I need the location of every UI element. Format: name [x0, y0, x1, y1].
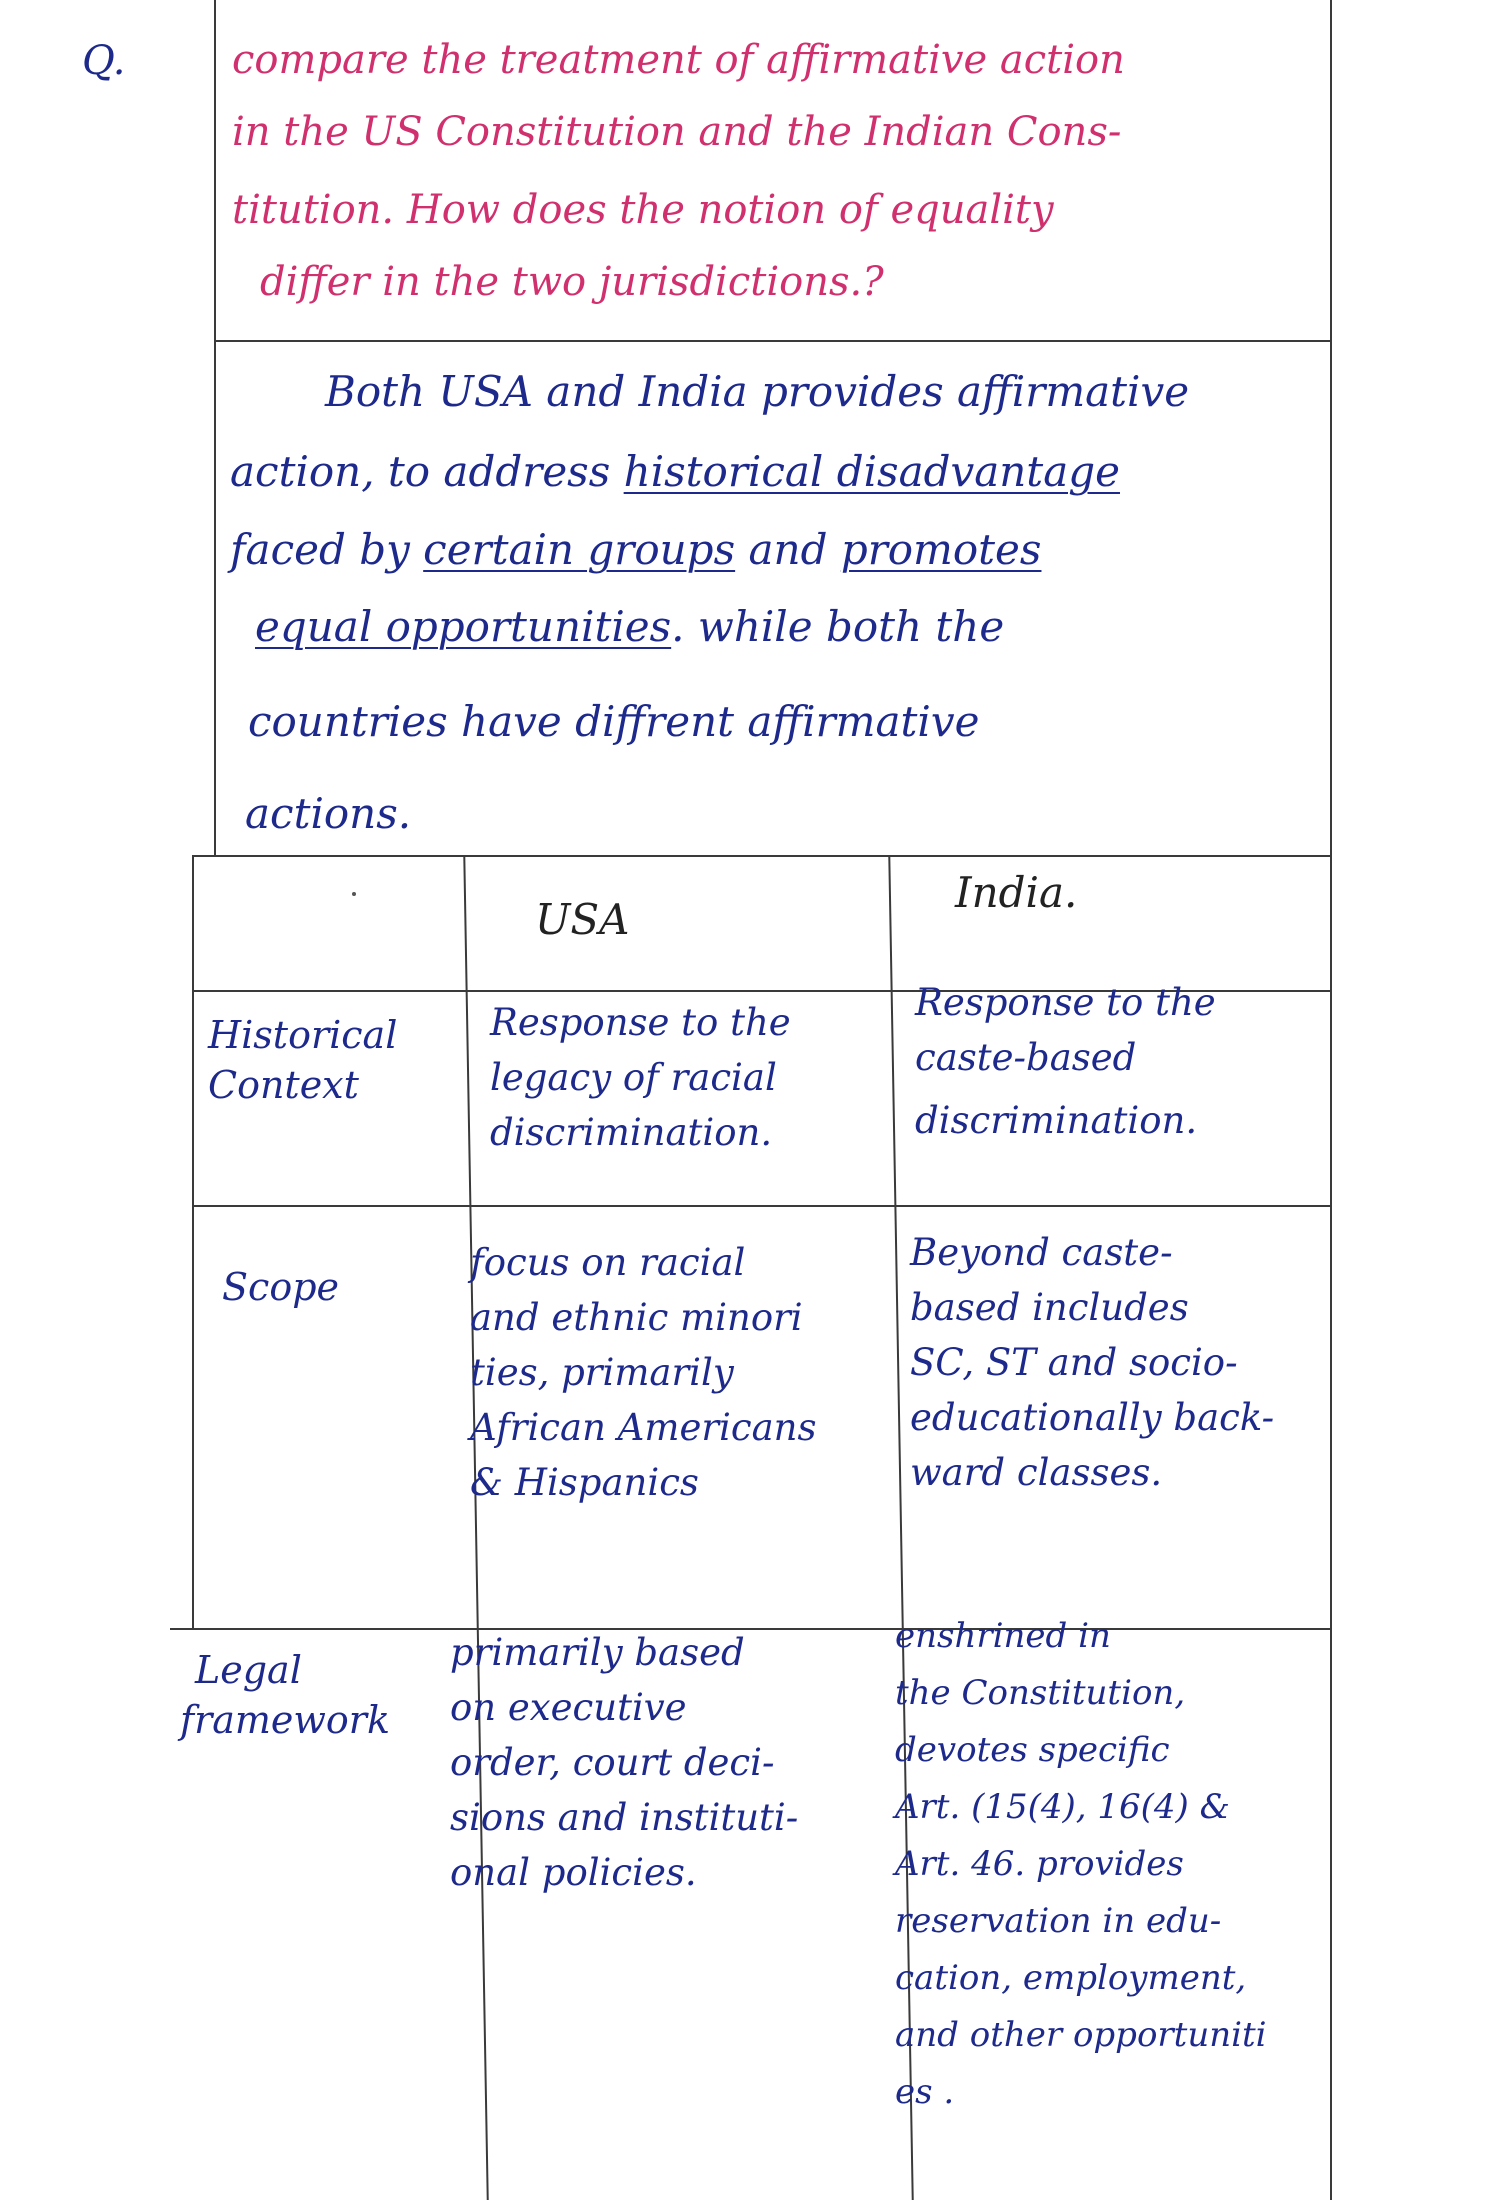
question-line-2: in the US Constitution and the Indian Cons- [232, 109, 1122, 155]
row-label-line: framework [180, 1698, 391, 1742]
intro-text: faced by [230, 525, 424, 574]
row-label-legal-framework [180, 1645, 390, 1745]
intro-line-1 [325, 367, 1190, 416]
cell-line: and ethnic minori [470, 1296, 803, 1339]
cell-line: on executive [450, 1686, 687, 1729]
intro-text: action, to address [230, 447, 624, 496]
intro-underlined-phrase: certain groups [423, 525, 736, 574]
intro-text: and [735, 525, 841, 574]
cell-line: based includes [910, 1286, 1189, 1329]
margin-line-left [214, 0, 216, 855]
intro-line-5 [248, 697, 980, 746]
cell-line: ward classes. [910, 1451, 1163, 1494]
intro-underlined-phrase: equal opportunities [255, 602, 672, 651]
stray-dot [352, 892, 356, 896]
cell-india-historical-context [915, 975, 1216, 1148]
intro-underlined-phrase: promotes [840, 525, 1042, 574]
column-header-india: India. [955, 868, 1078, 917]
cell-line: & Hispanics [470, 1461, 699, 1504]
table-left-border [192, 855, 194, 1630]
cell-usa-legal-framework [450, 1625, 798, 1900]
intro-text: actions. [245, 789, 412, 838]
row-label-scope [222, 1262, 339, 1312]
cell-line: Art. (15(4), 16(4) & [895, 1787, 1230, 1827]
table-row1-rule [192, 1205, 1331, 1207]
cell-line: Art. 46. provides [895, 1844, 1184, 1884]
row-label-line: Scope [222, 1265, 340, 1309]
row-label-line: Legal [195, 1648, 302, 1692]
cell-usa-scope [470, 1235, 816, 1510]
cell-line: enshrined in [895, 1616, 1111, 1656]
intro-underlined-phrase: historical disadvantage [623, 447, 1120, 496]
cell-line: caste-based [915, 1036, 1137, 1079]
cell-line: and other opportuniti [895, 2015, 1267, 2055]
table-top-rule [192, 855, 1331, 857]
margin-line-right [1330, 0, 1332, 2200]
cell-line: reservation in edu- [895, 1901, 1222, 1941]
cell-line: discrimination. [915, 1099, 1198, 1142]
cell-line: sions and instituti- [450, 1796, 799, 1839]
cell-line: Response to the [490, 1001, 791, 1044]
question-line-3: titution. How does the notion of equality [232, 187, 1054, 233]
cell-line: onal policies. [450, 1851, 697, 1894]
cell-india-legal-framework [895, 1608, 1267, 2121]
row-label-line: Historical [208, 1013, 398, 1057]
cell-line: Beyond caste- [910, 1231, 1173, 1274]
cell-line: African Americans [470, 1406, 817, 1449]
question-label: Q. [82, 38, 126, 84]
column-header-usa: USA [535, 895, 630, 944]
intro-line-2 [230, 447, 1120, 496]
cell-line: cation, employment, [895, 1958, 1247, 1998]
cell-line: legacy of racial [490, 1056, 777, 1099]
intro-line-4 [255, 602, 1005, 651]
cell-line: order, court deci- [450, 1741, 775, 1784]
cell-line: es . [895, 2072, 955, 2112]
cell-line: primarily based [450, 1631, 745, 1674]
cell-line: discrimination. [490, 1111, 773, 1154]
cell-line: educationally back- [910, 1396, 1275, 1439]
cell-line: SC, ST and socio- [910, 1341, 1238, 1384]
cell-line: focus on racial [470, 1241, 746, 1284]
question-line-4: differ in the two jurisdictions.? [260, 259, 884, 305]
intro-line-3 [230, 525, 1042, 574]
cell-line: the Constitution, [895, 1673, 1186, 1713]
cell-india-scope [910, 1225, 1274, 1500]
question-bottom-rule [214, 340, 1331, 342]
intro-line-6 [245, 789, 412, 838]
cell-line: Response to the [915, 981, 1216, 1024]
row-label-historical-context [208, 1010, 397, 1110]
cell-line: devotes specific [895, 1730, 1170, 1770]
cell-line: ties, primarily [470, 1351, 734, 1394]
table-col-divider-1 [463, 855, 488, 2200]
question-line-1: compare the treatment of affirmative action [232, 37, 1125, 83]
intro-text: . while both the [671, 602, 1005, 651]
intro-text: Both USA and India provides affirmative [325, 367, 1190, 416]
row-label-line: Context [208, 1063, 359, 1107]
cell-usa-historical-context [490, 995, 791, 1160]
intro-text: countries have diffrent affirmative [248, 697, 980, 746]
